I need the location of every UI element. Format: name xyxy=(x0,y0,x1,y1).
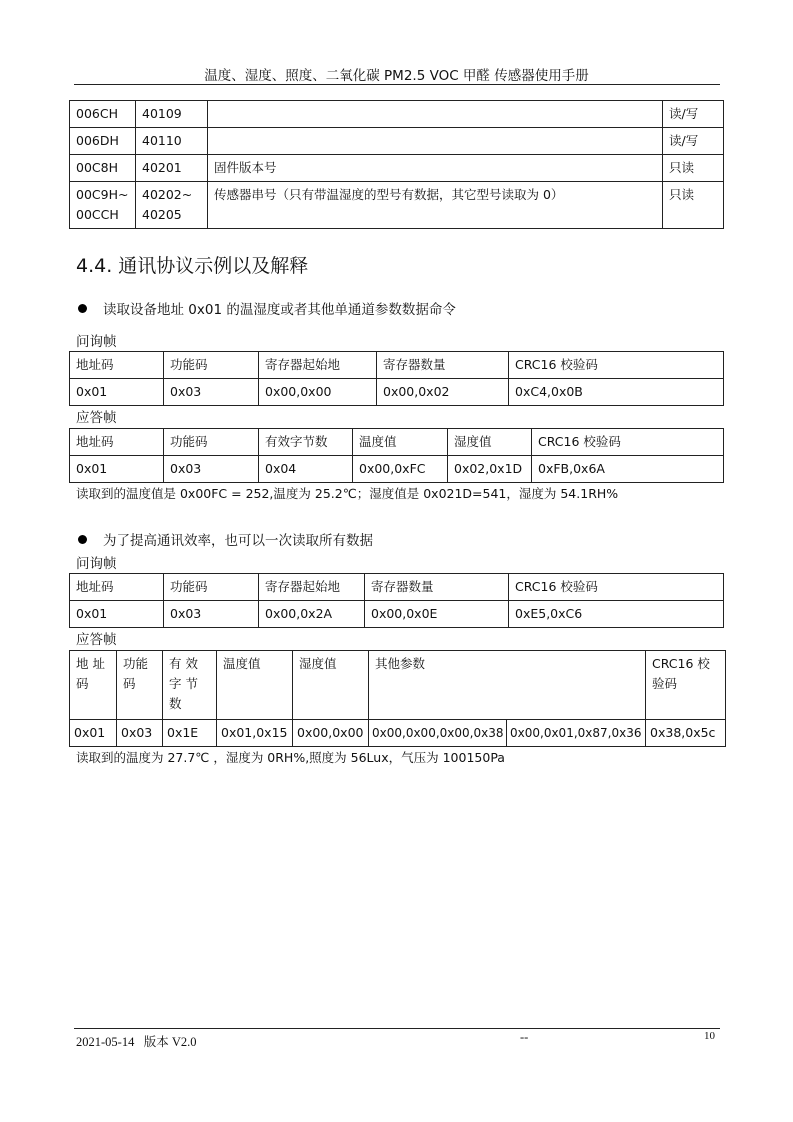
table-cell: 0x03 xyxy=(164,601,259,628)
table-header-cell: CRC16 校验码 xyxy=(532,429,724,456)
table-cell: 只读 xyxy=(663,155,724,182)
table-cell: 0x01,0x15 xyxy=(217,720,293,747)
table-header-cell: 功能 码 xyxy=(117,651,163,720)
table-cell: 0x03 xyxy=(117,720,163,747)
response-frame-label: 应答帧 xyxy=(76,632,117,648)
table-row xyxy=(70,379,724,406)
table-header-cell: 其他参数 xyxy=(369,651,646,720)
table-cell: 只读 xyxy=(663,182,724,229)
bullet-item xyxy=(78,298,456,318)
table-header-cell: 寄存器数量 xyxy=(365,574,509,601)
table-cell: 0x00,0x00 xyxy=(259,379,377,406)
table-header-cell: 有 效 字 节 数 xyxy=(163,651,217,720)
table-row xyxy=(70,456,724,483)
bullet-item xyxy=(78,529,373,549)
explanation-note: 读取到的温度为 27.7℃ ，湿度为 0RH%,照度为 56Lux，气压为 100150Pa xyxy=(76,750,505,765)
query-table-1 xyxy=(69,351,724,406)
table-cell: 传感器串号（只有带温湿度的型号有数据，其它型号读取为 0） xyxy=(208,182,663,229)
table-cell: 006DH xyxy=(70,128,136,155)
table-cell: 0xC4,0x0B xyxy=(509,379,724,406)
table-cell: 40110 xyxy=(136,128,208,155)
table-header-row xyxy=(70,651,726,720)
table-header-cell: CRC16 校 验码 xyxy=(646,651,726,720)
table-cell: 006CH xyxy=(70,101,136,128)
table-row xyxy=(70,155,724,182)
table-header-cell: 寄存器起始地 xyxy=(259,352,377,379)
query-frame-label: 问询帧 xyxy=(76,556,117,572)
table-header-row xyxy=(70,429,724,456)
footer-rule xyxy=(74,1028,720,1029)
table-header-cell: 地 址 码 xyxy=(70,651,117,720)
table-row xyxy=(70,182,724,229)
table-cell: 0x03 xyxy=(164,379,259,406)
table-cell: 读/写 xyxy=(663,101,724,128)
table-cell: 0x03 xyxy=(164,456,259,483)
bullet-dot-icon xyxy=(78,535,87,544)
footer-date: 2021-05-14 xyxy=(76,1035,135,1049)
page-number: 10 xyxy=(704,1030,715,1042)
table-cell: 40201 xyxy=(136,155,208,182)
table-cell: 0x00,0x00,0x00,0x38 xyxy=(369,720,507,747)
page-header-title: 温度、湿度、照度、二氧化碳 PM2.5 VOC 甲醛 传感器使用手册 xyxy=(204,68,589,84)
query-table-2 xyxy=(69,573,724,628)
table-cell: 0x01 xyxy=(70,720,117,747)
footer-version: 版本 V2.0 xyxy=(143,1035,197,1049)
table-cell: 0x01 xyxy=(70,379,164,406)
register-table xyxy=(69,100,724,229)
response-table-2 xyxy=(69,650,726,747)
table-cell: 固件版本号 xyxy=(208,155,663,182)
table-cell xyxy=(208,101,663,128)
table-header-cell: 寄存器起始地 xyxy=(259,574,365,601)
table-header-cell: 湿度值 xyxy=(448,429,532,456)
table-cell: 0x1E xyxy=(163,720,217,747)
table-cell: 0xE5,0xC6 xyxy=(509,601,724,628)
table-cell: 0x00,0x01,0x87,0x36 xyxy=(507,720,646,747)
table-header-cell: 地址码 xyxy=(70,429,164,456)
bullet-text: 读取设备地址 0x01 的温湿度或者其他单通道参数数据命令 xyxy=(103,302,456,318)
table-cell: 0x00,0x2A xyxy=(259,601,365,628)
table-cell: 0x38,0x5c xyxy=(646,720,726,747)
table-cell: 40109 xyxy=(136,101,208,128)
table-cell: 0x04 xyxy=(259,456,353,483)
table-cell: 40202~ 40205 xyxy=(136,182,208,229)
table-header-cell: 功能码 xyxy=(164,429,259,456)
table-cell: 0xFB,0x6A xyxy=(532,456,724,483)
query-frame-label: 问询帧 xyxy=(76,334,117,350)
table-cell: 0x01 xyxy=(70,456,164,483)
table-header-cell: 功能码 xyxy=(164,352,259,379)
response-frame-label: 应答帧 xyxy=(76,410,117,426)
table-header-cell: 湿度值 xyxy=(293,651,369,720)
header-rule xyxy=(74,84,720,85)
table-header-cell: 地址码 xyxy=(70,574,164,601)
table-header-row xyxy=(70,352,724,379)
footer-left xyxy=(76,1032,196,1050)
table-cell: 00C9H~ 00CCH xyxy=(70,182,136,229)
footer-center: -- xyxy=(520,1030,529,1044)
table-row xyxy=(70,128,724,155)
table-header-cell: 温度值 xyxy=(353,429,448,456)
table-cell: 0x00,0x00 xyxy=(293,720,369,747)
table-header-cell: CRC16 校验码 xyxy=(509,352,724,379)
response-table-1 xyxy=(69,428,724,483)
table-header-cell: 温度值 xyxy=(217,651,293,720)
table-row xyxy=(70,601,724,628)
table-cell: 0x02,0x1D xyxy=(448,456,532,483)
table-row xyxy=(70,101,724,128)
table-cell: 读/写 xyxy=(663,128,724,155)
table-cell: 0x00,0x02 xyxy=(377,379,509,406)
table-cell: 00C8H xyxy=(70,155,136,182)
table-cell: 0x00,0xFC xyxy=(353,456,448,483)
table-row xyxy=(70,720,726,747)
bullet-dot-icon xyxy=(78,304,87,313)
section-title: 4.4. 通讯协议示例以及解释 xyxy=(76,255,309,277)
table-cell: 0x01 xyxy=(70,601,164,628)
table-header-cell: 有效字节数 xyxy=(259,429,353,456)
table-header-row xyxy=(70,574,724,601)
table-cell xyxy=(208,128,663,155)
table-cell: 0x00,0x0E xyxy=(365,601,509,628)
bullet-text: 为了提高通讯效率，也可以一次读取所有数据 xyxy=(103,533,373,549)
table-header-cell: CRC16 校验码 xyxy=(509,574,724,601)
table-header-cell: 寄存器数量 xyxy=(377,352,509,379)
explanation-note: 读取到的温度值是 0x00FC = 252,温度为 25.2℃；湿度值是 0x021D=541，湿度为 54.1RH% xyxy=(76,486,619,501)
table-header-cell: 功能码 xyxy=(164,574,259,601)
table-header-cell: 地址码 xyxy=(70,352,164,379)
